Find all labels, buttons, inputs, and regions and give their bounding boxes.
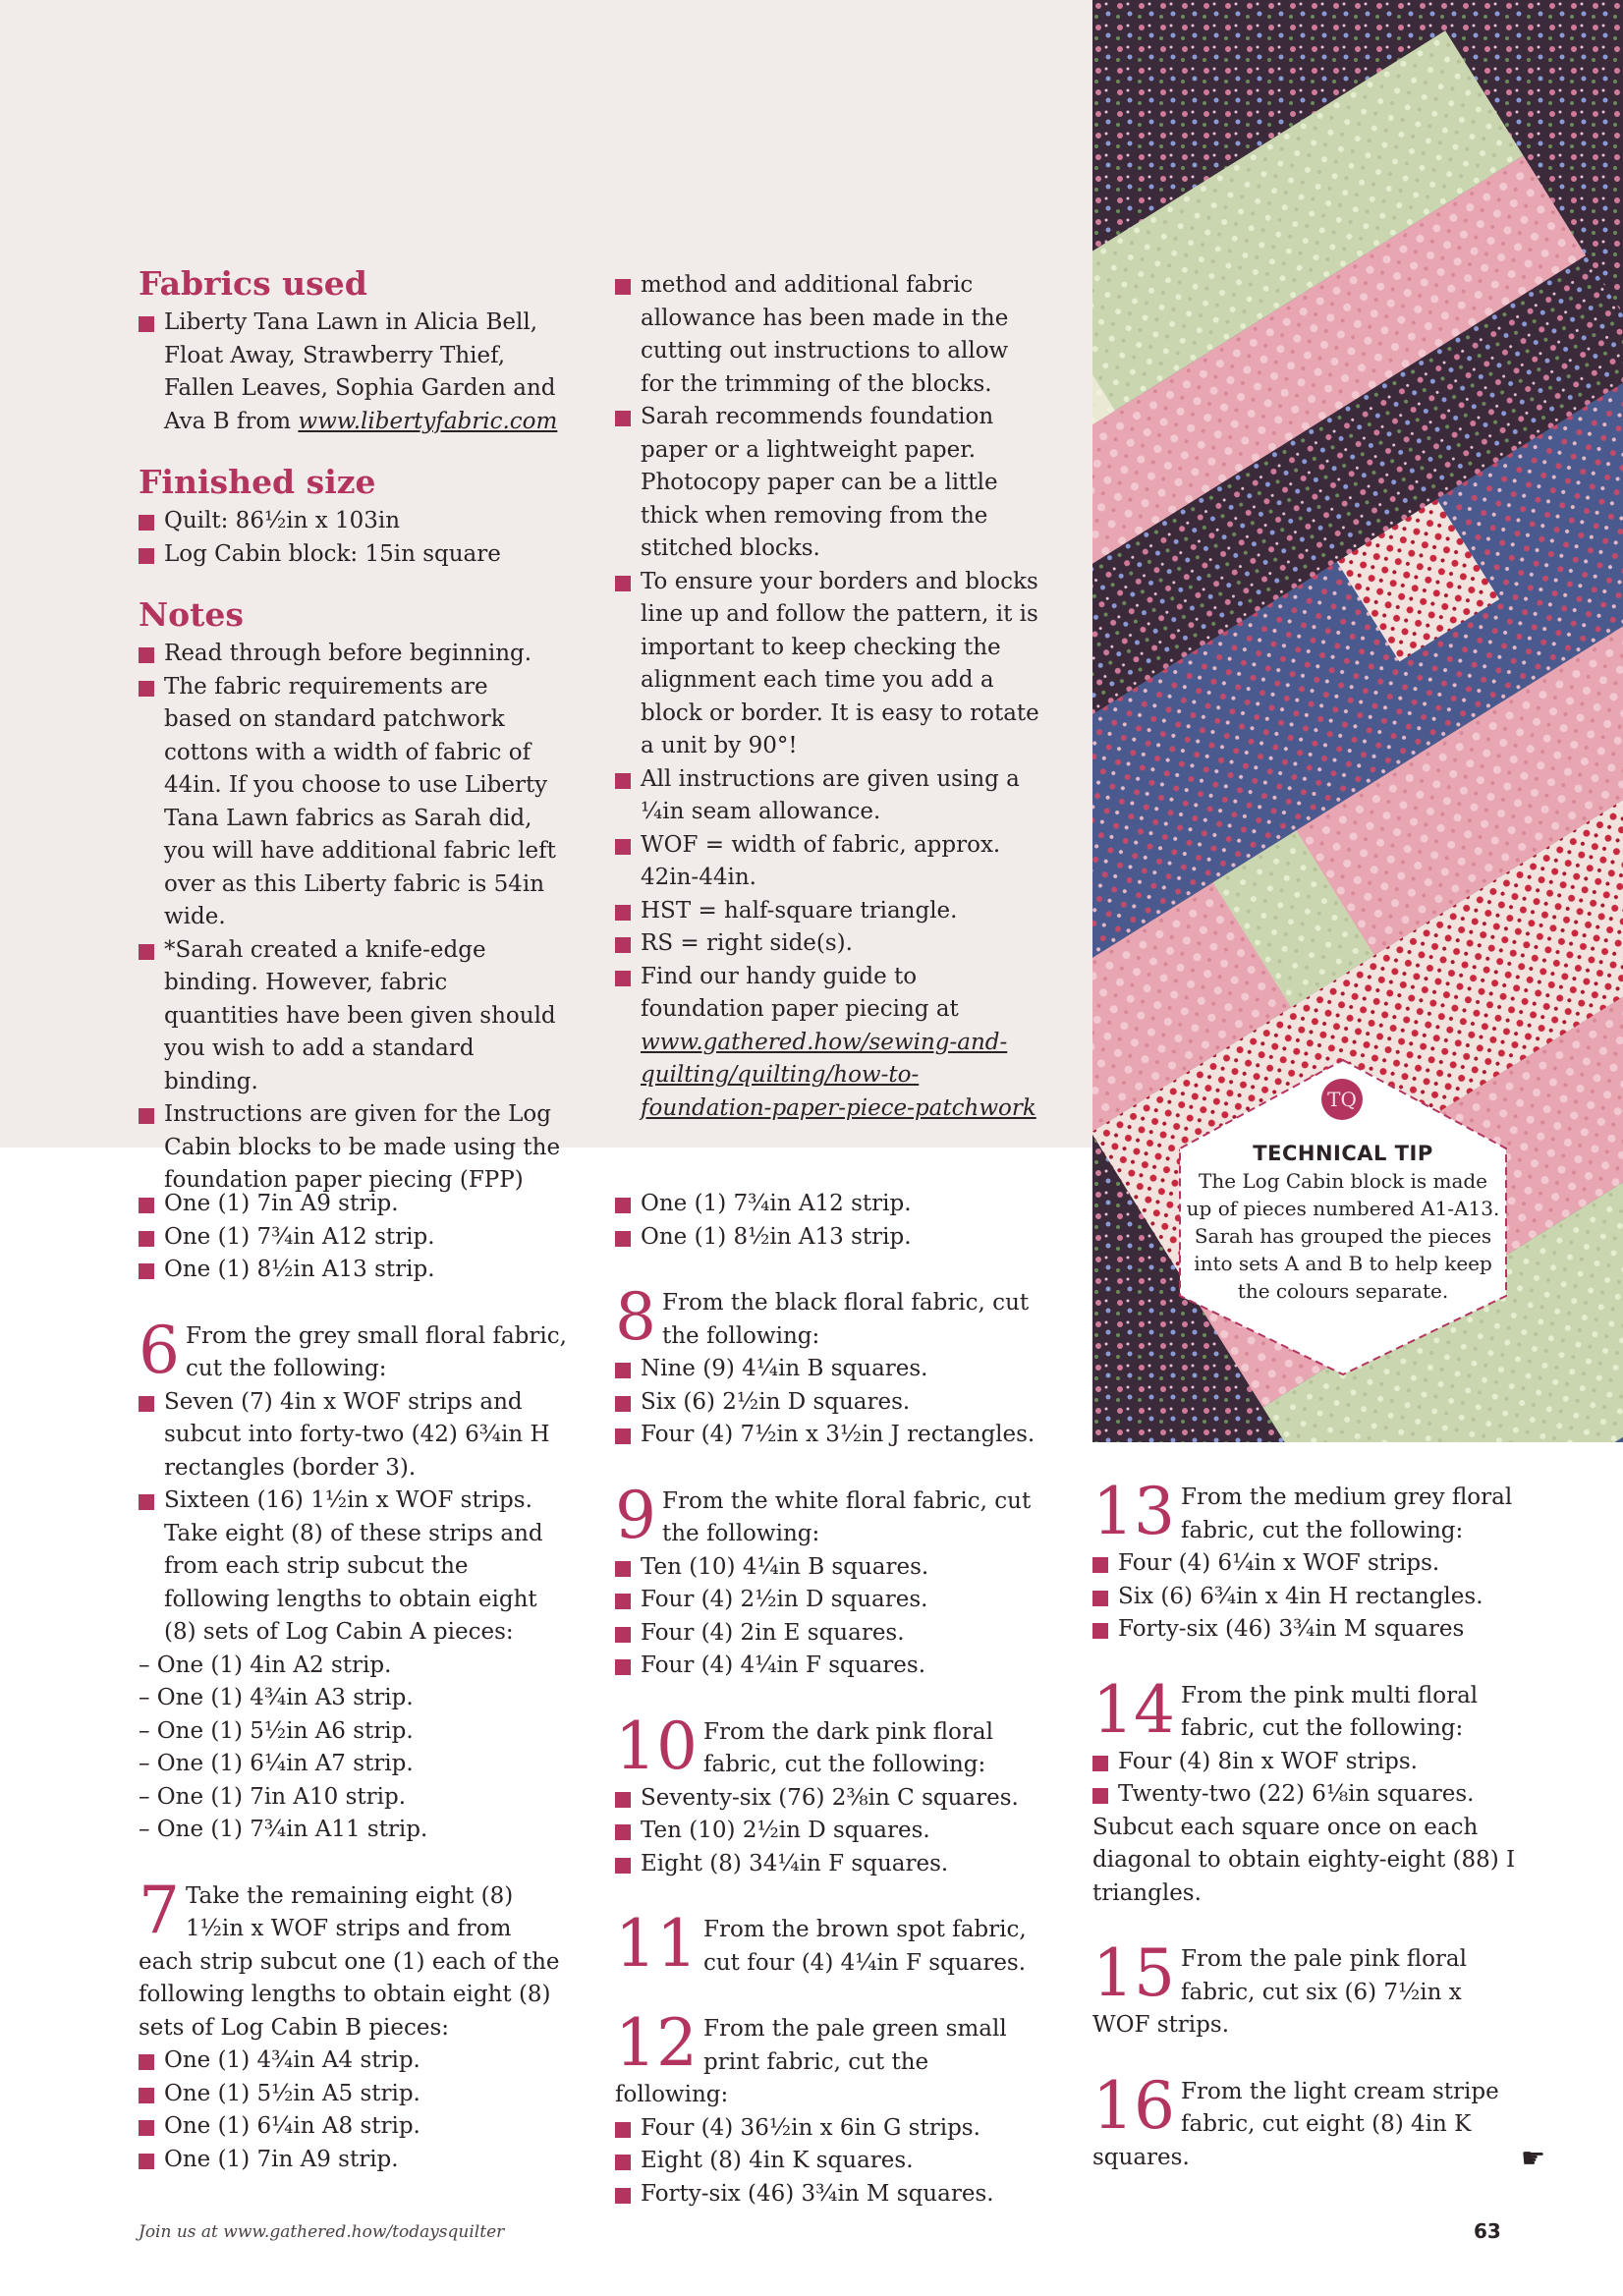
list-item: Four (4) 2in E squares. xyxy=(615,1617,1047,1651)
list-item: One (1) 7¾in A12 strip. xyxy=(615,1188,1047,1221)
step-12 xyxy=(615,2005,1047,2211)
list-item: Find our handy guide to foundation paper piecing at www.gathered.how/sewing-and-quilting/quilting/how-to-foundation-paper-piece-patchwork xyxy=(615,961,1047,1126)
step-13 xyxy=(1092,1474,1525,1647)
steps-column-2 xyxy=(615,1188,1047,2211)
list-item: Ten (10) 4¼in B squares. xyxy=(615,1551,1047,1585)
list-item: One (1) 6¼in A8 strip. xyxy=(139,2110,571,2144)
finished-size-heading: Finished size xyxy=(139,463,376,501)
list-item: Quilt: 86½in x 103in xyxy=(139,505,561,538)
step-text: From the black floral fabric, cut the following: xyxy=(662,1290,1030,1349)
steps-column-3 xyxy=(1092,1474,1525,2174)
list-item: Eight (8) 34¼in F squares. xyxy=(615,1848,1047,1881)
step-16 xyxy=(1092,2067,1525,2175)
list-item: Four (4) 36½in x 6in G strips. xyxy=(615,2112,1047,2146)
step-text: From the light cream stripe fabric, cut eight (8) 4in K squares. xyxy=(1092,2078,1499,2170)
step-number: 14 xyxy=(1092,1671,1175,1748)
list-item: Instructions are given for the Log Cabin blocks to be made using the foundation paper piecing (FPP) xyxy=(139,1098,561,1198)
step-text: From the pale green small print fabric, cut the following: xyxy=(615,2016,1007,2107)
list-item: Liberty Tana Lawn in Alicia Bell, Float Away, Strawberry Thief, Fallen Leaves, Sophia Garden and Ava B from www.libertyfabric.com xyxy=(139,307,561,438)
dash-item: – One (1) 7in A10 strip. xyxy=(139,1783,407,1810)
page-number: 63 xyxy=(1474,2219,1501,2243)
step-number: 6 xyxy=(139,1312,180,1388)
step-9 xyxy=(615,1477,1047,1683)
list-item: One (1) 8½in A13 strip. xyxy=(615,1221,1047,1255)
list-item: WOF = width of fabric, approx. 42in-44in. xyxy=(615,829,1047,895)
step-text: From the pale pink floral fabric, cut six (6) 7½in x WOF strips. xyxy=(1092,1946,1467,2038)
step-number: 12 xyxy=(615,2005,698,2081)
list-item: Sixteen (16) 1½in x WOF strips. Take eight (8) of these strips and from each strip subcut the following lengths to obtain eight (8) sets of Log Cabin A pieces: xyxy=(139,1484,571,1650)
intro-column-2 xyxy=(615,269,1047,1125)
dash-item: – One (1) 6¼in A7 strip. xyxy=(139,1751,414,1776)
dash-item: – One (1) 4in A2 strip. xyxy=(139,1652,392,1678)
step-text: From the dark pink floral fabric, cut the following: xyxy=(702,1718,993,1777)
step-8 xyxy=(615,1279,1047,1452)
step-text: From the grey small floral fabric, cut the following: xyxy=(186,1322,567,1381)
list-item: Ten (10) 2½in D squares. xyxy=(615,1815,1047,1848)
list-item: One (1) 5½in A5 strip. xyxy=(139,2078,571,2111)
step-text: From the medium grey floral fabric, cut the following: xyxy=(1180,1484,1513,1543)
list-item: Four (4) 6¼in x WOF strips. xyxy=(1092,1547,1525,1581)
step-text: From the pink multi floral fabric, cut the following: xyxy=(1180,1682,1479,1741)
step-7 xyxy=(139,1872,571,2177)
list-item: Sarah recommends foundation paper or a lightweight paper. Photocopy paper can be a little thick when removing from the stitched blocks. xyxy=(615,401,1047,566)
list-item: HST = half-square triangle. xyxy=(615,895,1047,928)
step-11 xyxy=(615,1906,1047,1982)
list-item: Four (4) 7½in x 3½in J rectangles. xyxy=(615,1419,1047,1452)
dash-item: – One (1) 5½in A6 strip. xyxy=(139,1717,414,1744)
step-14 xyxy=(1092,1671,1525,1911)
steps-column-1 xyxy=(139,1188,571,2176)
list-item: Six (6) 2½in D squares. xyxy=(615,1386,1047,1420)
footer-text: Join us at www.gathered.how/todaysquilter xyxy=(139,2222,505,2242)
notes-heading: Notes xyxy=(139,595,244,634)
list-item: Forty-six (46) 3¾in M squares xyxy=(1092,1613,1525,1647)
fpp-guide-link[interactable]: www.gathered.how/sewing-and-quilting/quilting/how-to-foundation-paper-piece-patchwork xyxy=(641,1029,1036,1121)
list-item: Seventy-six (76) 2⅜in C squares. xyxy=(615,1782,1047,1816)
step-number: 11 xyxy=(615,1906,698,1982)
list-item: Read through before beginning. xyxy=(139,638,561,671)
list-item: One (1) 7in A9 strip. xyxy=(139,2144,571,2177)
step-number: 9 xyxy=(615,1477,656,1553)
step-15 xyxy=(1092,1935,1525,2043)
list-item: One (1) 7¾in A12 strip. xyxy=(139,1221,571,1255)
tip-badge-icon: TQ xyxy=(1321,1079,1363,1120)
list-item: One (1) 8½in A13 strip. xyxy=(139,1254,571,1287)
list-item: Four (4) 2½in D squares. xyxy=(615,1584,1047,1617)
list-item: Forty-six (46) 3¾in M squares. xyxy=(615,2178,1047,2212)
tip-body: The Log Cabin block is made up of pieces numbered A1-A13. Sarah has grouped the pieces into sets A and B to help keep the colours separate. xyxy=(1186,1169,1500,1303)
list-item: RS = right side(s). xyxy=(615,927,1047,961)
step-10 xyxy=(615,1708,1047,1881)
step-6 xyxy=(139,1312,571,1847)
list-item: The fabric requirements are based on standard patchwork cottons with a width of fabric of 44in. If you choose to use Liberty Tana Lawn fabrics as Sarah did, you will have additional fabric left over as this Liberty fabric is 54in wide. xyxy=(139,671,561,934)
intro-column-1 xyxy=(139,261,561,1219)
technical-tip xyxy=(1185,1140,1501,1305)
list-item: One (1) 7in A9 strip. xyxy=(139,1188,571,1221)
list-item: Nine (9) 4¼in B squares. xyxy=(615,1353,1047,1386)
list-item: Four (4) 8in x WOF strips. xyxy=(1092,1746,1525,1779)
step-text: Take the remaining eight (8) 1½in x WOF strips and from each strip subcut one (1) each of the following lengths to obtain eight (8) sets of Log Cabin B pieces: xyxy=(139,1882,560,2041)
list-item: Twenty-two (22) 6⅛in squares. xyxy=(1092,1778,1525,1812)
list-item: Log Cabin block: 15in square xyxy=(139,538,561,572)
step-number: 16 xyxy=(1092,2067,1175,2144)
list-item: Six (6) 6¾in x 4in H rectangles. xyxy=(1092,1581,1525,1614)
liberty-link[interactable]: www.libertyfabric.com xyxy=(298,408,558,434)
step-text: From the white floral fabric, cut the following: xyxy=(662,1487,1032,1546)
list-item: Seven (7) 4in x WOF strips and subcut into forty-two (42) 6¾in H rectangles (border 3). xyxy=(139,1386,571,1485)
dash-item: – One (1) 4¾in A3 strip. xyxy=(139,1685,414,1710)
list-item: Four (4) 4¼in F squares. xyxy=(615,1650,1047,1683)
list-item: One (1) 4¾in A4 strip. xyxy=(139,2044,571,2078)
notes-continued: method and additional fabric allowance has been made in the cutting out instructions to allow for the trimming of the blocks. xyxy=(615,269,1047,401)
tip-title: TECHNICAL TIP xyxy=(1253,1142,1433,1165)
step-text: Subcut each square once on each diagonal to obtain eighty-eight (88) I triangles. xyxy=(1092,1814,1516,1906)
step-number: 10 xyxy=(615,1708,698,1784)
dash-item: – One (1) 7¾in A11 strip. xyxy=(139,1817,428,1842)
step-text: From the brown spot fabric, cut four (4) 4¼in F squares. xyxy=(702,1917,1027,1976)
step-number: 15 xyxy=(1092,1935,1175,2011)
fabrics-heading: Fabrics used xyxy=(139,264,367,303)
list-item: Eight (8) 4in K squares. xyxy=(615,2145,1047,2178)
step-number: 13 xyxy=(1092,1474,1175,1549)
step-number: 7 xyxy=(139,1872,180,1948)
step-number: 8 xyxy=(615,1279,656,1355)
pointing-hand-icon: ☛ xyxy=(1521,2142,1546,2174)
list-item: All instructions are given using a ¼in seam allowance. xyxy=(615,763,1047,829)
list-item: To ensure your borders and blocks line up and follow the pattern, it is important to keep checking the alignment each time you add a block or border. It is easy to rotate a unit by 90°! xyxy=(615,566,1047,763)
list-item: *Sarah created a knife-edge binding. However, fabric quantities have been given should you wish to add a standard binding. xyxy=(139,934,561,1099)
